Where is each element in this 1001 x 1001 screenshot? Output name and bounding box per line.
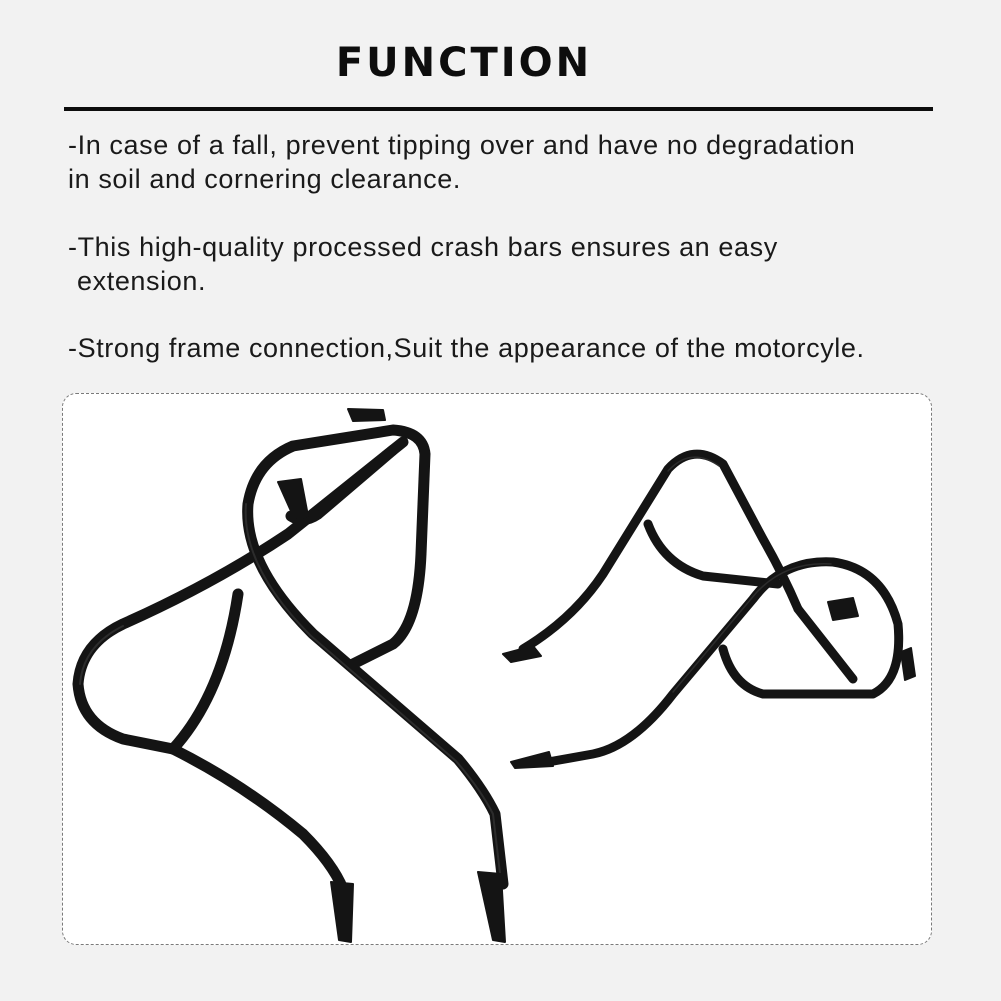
feature-text-line: -This high-quality processed crash bars ensures an easy (68, 232, 778, 262)
title-divider (64, 107, 933, 111)
crash-bars-illustration (63, 394, 932, 945)
product-photo (62, 393, 932, 945)
feature-frame-connection (68, 331, 865, 365)
feature-quality (68, 230, 778, 298)
feature-text-line: -Strong frame connection,Suit the appearance of the motorcyle. (68, 333, 865, 363)
feature-text-line: -In case of a fall, prevent tipping over and have no degradation (68, 130, 856, 160)
feature-fall-protection (68, 128, 855, 196)
feature-text-line: extension. (77, 266, 207, 296)
section-title: FUNCTION (335, 40, 593, 86)
feature-text-line: in soil and cornering clearance. (68, 164, 461, 194)
